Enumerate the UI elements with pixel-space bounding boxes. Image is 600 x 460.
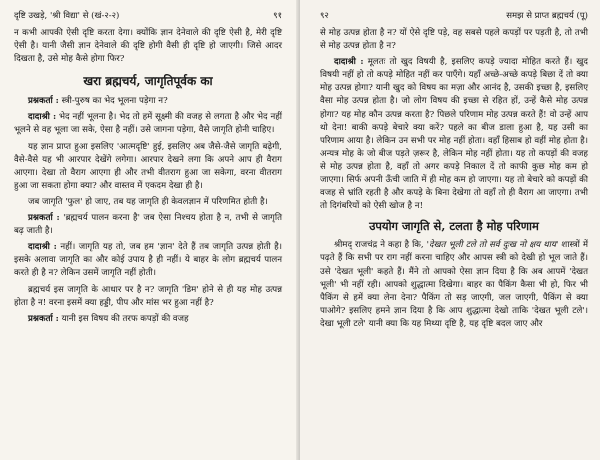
quote-text: देखत भूली टले तो सर्व दुःख नो क्षय थाय: [429, 240, 557, 251]
left-answer-1: [14, 111, 282, 137]
answer-text: भेद नहीं भूलना है। भेद तो हमें सूक्ष्मी की वजह से लगता है और भेद नहीं भूलने से वह भूला जा सके, ऐसा है नहीं। उसे जागना पड़ेगा, वैसे जागृति होनी चाहिए।: [14, 112, 283, 136]
right-page-number: ९२: [320, 11, 329, 21]
question-text: स्त्री-पुरुष का भेद भूलना पड़ेगा न?: [61, 96, 168, 107]
question-text: 'ब्रह्मचर्य पालन करना है' जब ऐसा निश्चय होता है न, तभी से जागृति बढ़ जाती है।: [14, 213, 283, 237]
left-paragraph: न कभी आपकी ऐसी दृष्टि करता देगा। क्योंकि ज्ञान देनेवाले की दृष्टि ऐसी है, मेरी दृष्टि ऐसी है। यानी जैसी ज्ञान देनेवाले की दृष्टि होगी वैसी ही दृष्टि हो जाएगी। जिसे आदर दिखता है, उसे मोह कैसे होगा फिर?: [14, 28, 282, 65]
left-question-2: [14, 212, 282, 238]
questioner-label: प्रश्नकर्ता :: [28, 96, 59, 107]
left-running-head: [14, 10, 282, 21]
left-paragraph: जब जागृति 'फुल' हो जाए, तब यह जागृति ही केवलज्ञान में परिणमित होती है।: [28, 196, 268, 207]
dadashri-label: दादाश्री :: [28, 242, 57, 253]
quote-continuation: ' शास्त्रों में पढ़ते हैं कि सभी पर राग नहीं करना चाहिए और आपस स्त्री को देखी हो भूल जाते हैं। उसे 'देखत भूली' कहते हैं। मैंने तो आपको ऐसा ज्ञान दिया है कि अब आपमें 'देखत भूली' भी नहीं रही। आपको शुद्धात्मा दिखेगा। बाहर का पैकिंग कैसा भी हो, फिर भी पैकिंग से हमें क्या लेना देना? पैकिंग तो सड़ जाएगी, जल जाएगी, पैकिंग से क्या पाओगे? इसलिए हमने ज्ञान दिया है कि आप शुद्धात्मा देखो ताकि 'देखत भूली टले'। देखा भूली टले' यानी क्या कि यह मिथ्या दृष्टि है, यह दृष्टि बदल जाए और: [320, 240, 588, 329]
answer-text: नहीं। जागृति यह तो, जब हम 'ज्ञान' देते हैं तब जागृति उत्पन्न होती है। इसके अलावा जागृति का और कोई उपाय है ही नहीं। ये बाहर के लोग ब्रह्मचर्य पालन करते ही है न? लेकिन उसमें जागृति नहीं होती।: [14, 242, 282, 279]
answer-text: मूलतः तो खुद विषयी है, इसलिए कपड़े ज्यादा मोहित करते हैं। खुद विषयी नहीं हो तो कपड़े मोहित नहीं कर पाएँगे। यहाँ अच्छे-अच्छे कपड़े बिछा दें तो क्या मोह उत्पन्न होगा? यानी खुद को विषय का मज़ा और आनंद है, उसकी इच्छा है, इसलिए वैसा मोह उत्पन्न होता है। जो लोग विषय की इच्छा से रहित हों, उन्हें कैसे मोह उत्पन्न होगा? यह मोह कौन उत्पन्न करता है? पिछले परिणाम मोह उत्पन्न करते हैं! वो उन्हें आप थो देना! बाकी कपड़े बेचारे क्या करें? पहले का बीज डाला हुआ है, यह उसी का परिणाम आया है। लेकिन उन सभी पर मोह नहीं होता। वहाँ हिसाब हो वहीं मोह होता है। अन्यत्र मोह के जो बीज पड़ते ज़रूर है, लेकिन मोह नहीं होता। यह तो कपड़ों की वजह से मोह उत्पन्न होता है, वहाँ तो अगर कपड़े निकाल दें तो काफी कुछ मोह कम हो जाएगा। सिर्फ अपनी ऊँची जाति में ही मोह कम हो जाएगा। यह तो बेचारे को कपड़ों की वजह से भ्रांति रहती है और कपड़े के बिना देखेगा तो वहाँ तो ही वैराग आ जाएगा। तभी तो दिगंबरियों को ऐसी खोज है न!: [320, 57, 589, 212]
right-paragraph: से मोह उत्पन्न होता है न? यों ऐसे दृष्टि पड़े, वह सबसे पहले कपड़ों पर पड़ती है, तो तभी से मोह उत्पन्न होता है न?: [320, 28, 588, 52]
left-paragraph: ब्रह्मचर्य इस जागृति के आधार पर है न? जागृति 'डिम' होने से ही यह मोह उत्पन्न होता है न! वरना इसमें क्या हड्डी, पीप और मांस भर हुआ नहीं है?: [14, 284, 282, 308]
right-section-heading: उपयोग जागृति से, टलता है मोह परिणाम: [369, 219, 539, 234]
left-question-3: [14, 313, 282, 326]
question-text: यानी इस विषय की तरफ कपड़ों की वजह: [61, 313, 189, 324]
right-paragraph-quote: [320, 239, 588, 331]
right-page: [300, 0, 600, 460]
left-page-number: ९१: [273, 11, 282, 21]
left-answer-2: [14, 241, 282, 280]
left-question-1: [14, 95, 282, 108]
questioner-label: प्रश्नकर्ता :: [28, 313, 59, 324]
left-header-title: दृष्टि उखड़े, 'श्री विद्या' से (खं-२-२): [14, 11, 120, 21]
right-answer-1: [320, 56, 588, 213]
quote-intro: श्रीमद् राजचंद्र ने कहा है कि, ': [334, 240, 430, 251]
questioner-label: प्रश्नकर्ता :: [28, 213, 60, 224]
dadashri-label: दादाश्री :: [28, 112, 57, 123]
dadashri-label: दादाश्री :: [334, 57, 364, 68]
left-paragraph: यह ज्ञान प्राप्त हुआ इसलिए 'आत्मदृष्टि' हुई, इसलिए अब जैसे-जैसे जागृति बढ़ेगी, वैसे-वैसे यह भी आरपार देखेंगे लगेगा। आरपार देखने लगा कि अपने आप ही वैराग आएगा। देखा तो वैराग आएगा ही और तभी वीतराग हुआ जा सकेगा, वरना वीतराग हुआ जा सकता होगा क्या? और वास्तव में एकदम देखा ही है।: [14, 141, 282, 191]
right-running-head: [320, 10, 588, 21]
left-section-heading: खरा ब्रह्मचर्य, जागृतिपूर्वक का: [83, 74, 213, 89]
right-header-title: समझ से प्राप्त ब्रह्मचर्य (पू): [506, 11, 588, 21]
